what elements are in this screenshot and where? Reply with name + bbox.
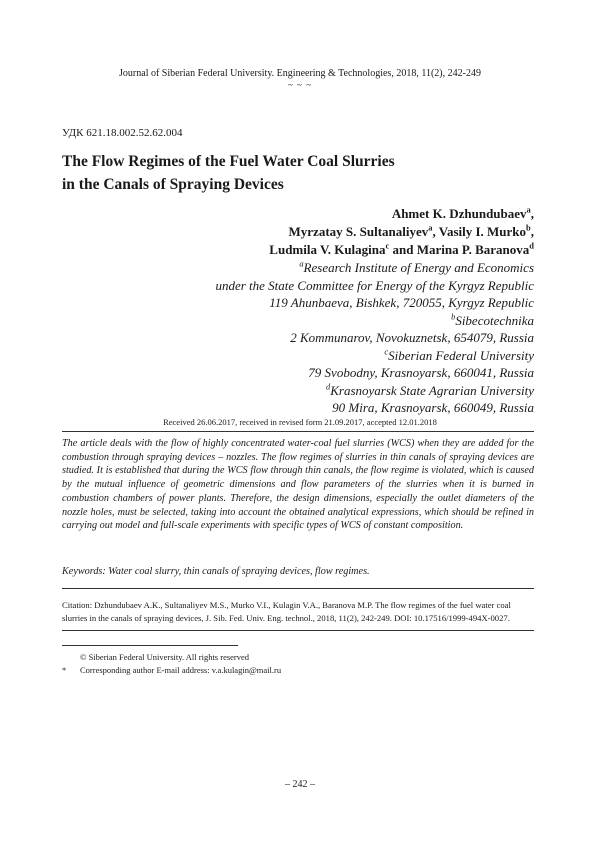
author-name: Vasily I. Murko bbox=[438, 224, 527, 239]
footnote-copyright: © Siberian Federal University. All rights reserved bbox=[80, 652, 250, 662]
divider-top bbox=[62, 431, 534, 432]
affiliations bbox=[54, 259, 534, 417]
article-title bbox=[62, 150, 532, 196]
footnote-corresponding: * Corresponding author E-mail address: v.a.kulagin@mail.ru bbox=[62, 664, 282, 675]
affiliation-a-address: 119 Ahunbaeva, Bishkek, 720055, Kyrgyz Republic bbox=[269, 295, 534, 310]
author-sup: c bbox=[385, 240, 390, 251]
author-sup: a bbox=[428, 222, 433, 233]
header-separator: ~ ~ ~ bbox=[287, 80, 313, 90]
footnotes bbox=[62, 651, 534, 676]
affiliation-c-address: 79 Svobodny, Krasnoyarsk, 660041, Russia bbox=[308, 365, 534, 380]
received-dates: Received 26.06.2017, received in revised form 21.09.2017, accepted 12.01.2018 bbox=[163, 417, 437, 427]
keywords: Keywords: Water coal slurry, thin canals of spraying devices, flow regimes. bbox=[62, 566, 370, 577]
abstract-text: The article deals with the flow of highly concentrated water-coal fuel slurries (WCS) when they are added for the combustion through spraying devices – nozzles. The flow regimes of slurries in thin canals of spraying devices are studied. It is established that during the WCS flow through thin canals, the flow regime is violated, which is caused by the mutual influence of geometric dimensions and flow parameters of the slurries when it is burned in combustion chambers of power plants. Therefore, the design dimensions, especially the outlet diameters of the nozzle holes, must be selected, taking into account the obtained analytical expressions, which should be refined in carrying out model and full-scale experiments with specific types of WCS of constant composition. bbox=[62, 438, 534, 532]
author-sup: a bbox=[526, 204, 531, 215]
title-line-1: The Flow Regimes of the Fuel Water Coal Slurries bbox=[62, 153, 395, 170]
affiliation-d-address: 90 Mira, Krasnoyarsk, 660049, Russia bbox=[332, 400, 534, 415]
citation: Citation: Dzhundubaev A.K., Sultanaliyev M.S., Murko V.I., Kulagin V.A., Baranova M.P. The flow regimes of the fuel water coal slurries in the canals of spraying devices, J. Sib. Fed. Univ. Eng. technol., 2018, 11(2), 242-249. DOI: 10.17516/1999-494X-0027. bbox=[62, 600, 511, 623]
affiliation-d: $^d$Krasnoyarsk State Agrarian University bbox=[326, 381, 534, 398]
title-line-2: in the Canals of Spraying Devices bbox=[62, 176, 284, 193]
affiliation-c: $^c$Siberian Federal University bbox=[384, 346, 534, 363]
udc-code: УДК 621.18.002.52.62.004 bbox=[62, 127, 183, 139]
author-sup: b bbox=[526, 222, 531, 233]
divider-citation-top bbox=[62, 588, 534, 589]
affiliation-a: $^a$Research Institute of Energy and Economics bbox=[299, 258, 534, 275]
author-name: Ahmet K. Dzhundubaev bbox=[391, 206, 527, 221]
author-line-2: Myrzatay S. Sultanaliyev$^a$, Vasily I. Murko$^b$, bbox=[288, 222, 534, 239]
author-line-3: Ludmila V. Kulagina$^c$ and Marina P. Baranova$^d$ bbox=[269, 240, 534, 257]
author-list bbox=[54, 205, 534, 259]
author-line-1: Ahmet K. Dzhundubaev$^a$, bbox=[391, 204, 534, 221]
affiliation-b-address: 2 Kommunarov, Novokuznetsk, 654079, Russia bbox=[290, 330, 534, 345]
author-sup: d bbox=[529, 240, 534, 251]
author-name: Myrzatay S. Sultanaliyev bbox=[288, 224, 429, 239]
divider-citation-bottom bbox=[62, 630, 534, 631]
author-name: Marina P. Baranova bbox=[416, 242, 530, 257]
journal-header: Journal of Siberian Federal University. Engineering & Technologies, 2018, 11(2), 242-249 bbox=[119, 68, 481, 79]
author-name: Ludmila V. Kulagina bbox=[269, 242, 386, 257]
page-number: – 242 – bbox=[285, 779, 315, 790]
footnote-rule bbox=[62, 645, 238, 646]
affiliation-b: $^b$Sibecotechnika bbox=[451, 311, 534, 328]
affiliation-a-line2: under the State Committee for Energy of the Kyrgyz Republic bbox=[215, 277, 534, 293]
